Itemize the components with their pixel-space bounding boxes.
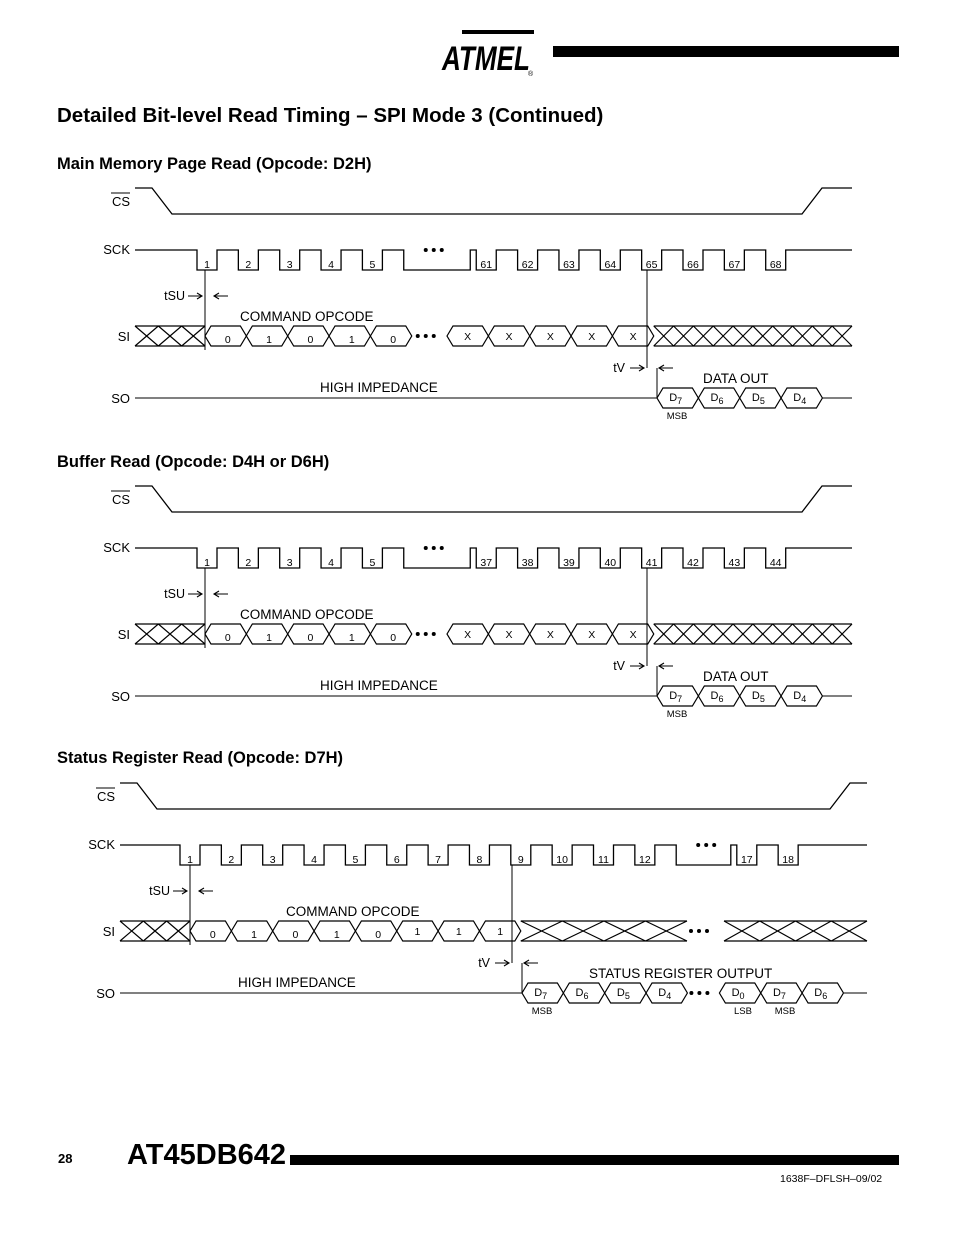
part-number: AT45DB642	[127, 1139, 287, 1171]
si-dont-care-lead	[120, 921, 190, 941]
si-bit-value: 0	[292, 929, 299, 941]
si-bit-value: 1	[333, 929, 340, 941]
clock-number: 9	[517, 854, 524, 866]
tsu-label: tSU	[149, 884, 170, 898]
footer-rule	[290, 1155, 899, 1165]
si-dont-care-tail	[654, 326, 852, 346]
data-out-label: DATA OUT	[703, 669, 769, 684]
si-bit-value: 0	[224, 334, 231, 346]
so-bit-value: $D_4$	[793, 392, 807, 406]
cs-label: CS	[111, 492, 130, 507]
clock-number: 68	[769, 259, 782, 271]
clock-number: 2	[245, 259, 252, 271]
tv-label: tV	[613, 361, 625, 375]
si-ellipsis	[416, 632, 436, 636]
clock-number: 3	[286, 259, 293, 271]
section-title-status-register: Status Register Read (Opcode: D7H)	[57, 749, 344, 767]
cs-label: CS	[96, 789, 115, 804]
clock-number: 18	[782, 854, 794, 866]
timing-diagram-status-register	[0, 780, 954, 1020]
clock-number: 7	[435, 854, 442, 866]
sck-label: SCK	[88, 837, 115, 852]
clock-number: 4	[311, 854, 317, 866]
clock-number: 1	[187, 854, 193, 866]
so-bit-note: MSB	[666, 709, 688, 720]
clock-number: 42	[687, 557, 699, 569]
clock-number: 8	[476, 854, 483, 866]
tv-arrow-right	[495, 960, 509, 966]
clock-number: 37	[480, 557, 493, 569]
clock-number: 2	[245, 557, 252, 569]
clock-number: 3	[286, 557, 293, 569]
so-label: SO	[111, 689, 130, 704]
tv-arrow-left	[659, 663, 673, 669]
so-bit-value: $D_0$	[731, 987, 745, 1001]
sck-ellipsis	[424, 248, 444, 252]
so-label: SO	[111, 391, 130, 406]
si-bit-value: X	[464, 629, 472, 641]
svg-text:ATMEL: ATMEL	[441, 40, 530, 78]
clock-number: 5	[369, 557, 376, 569]
tv-arrow-right	[630, 365, 644, 371]
so-bit-value: $D_4$	[658, 987, 672, 1001]
so-ellipsis	[689, 991, 709, 995]
so-bit-note: MSB	[531, 1006, 553, 1017]
si-ellipsis	[416, 334, 436, 338]
sck-ellipsis	[424, 546, 444, 550]
clock-number: 41	[645, 557, 658, 569]
section-title-main-memory: Main Memory Page Read (Opcode: D2H)	[57, 155, 372, 173]
si-bit-value: X	[629, 331, 637, 343]
si-bit-value: X	[588, 331, 596, 343]
si-bit-value: X	[629, 629, 637, 641]
sck-waveform	[135, 250, 852, 270]
so-bit-value: $D_6$	[814, 987, 828, 1001]
si-bit-value: 0	[209, 929, 216, 941]
clock-number: 1	[204, 557, 210, 569]
tsu-arrow-left	[214, 591, 228, 597]
clock-number: 4	[328, 259, 334, 271]
si-bit-value: 1	[266, 334, 273, 346]
so-bit-value: $D_5$	[616, 987, 630, 1001]
clock-number: 10	[556, 854, 568, 866]
si-bit-value: X	[546, 331, 554, 343]
data-out-label: DATA OUT	[703, 371, 769, 386]
so-bit-value: $D_6$	[710, 690, 724, 704]
tsu-arrow-left	[214, 293, 228, 299]
si-bit-value: X	[505, 629, 513, 641]
page-number: 28	[58, 1151, 73, 1166]
clock-number: 2	[228, 854, 235, 866]
so-label: SO	[96, 986, 115, 1001]
timing-diagram-main-memory	[0, 185, 954, 425]
clock-number: 3	[269, 854, 276, 866]
si-bit-value: 1	[497, 926, 504, 938]
tsu-label: tSU	[164, 289, 185, 303]
si-dont-care-lead	[135, 326, 205, 346]
clock-number: 65	[645, 259, 658, 271]
si-bit-value: 1	[348, 334, 355, 346]
si-bit-value: X	[588, 629, 596, 641]
sck-ellipsis	[696, 843, 716, 847]
si-bit-value: X	[505, 331, 513, 343]
tv-label: tV	[613, 659, 625, 673]
cs-label: CS	[111, 194, 130, 209]
so-bit-value: $D_4$	[793, 690, 807, 704]
clock-number: 66	[687, 259, 699, 271]
sck-waveform	[135, 548, 852, 568]
document-id: 1638F–DFLSH–09/02	[780, 1173, 883, 1185]
tsu-arrow-right	[188, 293, 202, 299]
si-bit-value: 0	[390, 334, 397, 346]
atmel-logo	[440, 28, 535, 78]
si-dont-care-tail	[521, 921, 687, 941]
si-dont-care-tail	[654, 624, 852, 644]
svg-text:®: ®	[528, 71, 534, 78]
clock-number: 38	[521, 557, 534, 569]
so-bit-note: MSB	[774, 1006, 796, 1017]
tv-label: tV	[478, 956, 490, 970]
si-bit-value: 0	[307, 632, 314, 644]
command-opcode-label: COMMAND OPCODE	[286, 904, 420, 919]
so-bit-value: $D_7$	[534, 987, 548, 1001]
clock-number: 61	[480, 259, 493, 271]
high-impedance-label: HIGH IMPEDANCE	[320, 678, 438, 693]
si-label: SI	[117, 627, 130, 642]
so-bit-value: $D_7$	[669, 690, 683, 704]
si-bit-value: 1	[348, 632, 355, 644]
si-bit-value: 1	[251, 929, 258, 941]
si-bit-value: 1	[455, 926, 462, 938]
si-bit-value: 1	[266, 632, 273, 644]
tv-arrow-left	[659, 365, 673, 371]
so-bit-value: $D_7$	[669, 392, 683, 406]
si-bit-value: 0	[224, 632, 231, 644]
high-impedance-label: HIGH IMPEDANCE	[320, 380, 438, 395]
tv-arrow-right	[630, 663, 644, 669]
si-bit-value: 0	[390, 632, 397, 644]
so-bit-note: LSB	[734, 1006, 752, 1017]
page-title: Detailed Bit-level Read Timing – SPI Mode 3 (Continued)	[57, 104, 604, 127]
so-bit-note: MSB	[666, 411, 688, 422]
tsu-label: tSU	[164, 587, 185, 601]
data-out-label: STATUS REGISTER OUTPUT	[589, 966, 773, 981]
clock-number: 39	[563, 557, 575, 569]
si-bit-value: X	[546, 629, 554, 641]
clock-number: 17	[740, 854, 753, 866]
tsu-arrow-left	[199, 888, 213, 894]
section-title-buffer-read: Buffer Read (Opcode: D4H or D6H)	[57, 453, 330, 471]
cs-waveform	[120, 783, 867, 809]
clock-number: 5	[369, 259, 376, 271]
clock-number: 12	[639, 854, 651, 866]
cs-waveform	[135, 188, 852, 214]
si-bit-value: 1	[414, 926, 421, 938]
clock-number: 44	[769, 557, 782, 569]
so-bit-value: $D_7$	[772, 987, 786, 1001]
si-label: SI	[102, 924, 115, 939]
so-bit-value: $D_5$	[751, 392, 765, 406]
so-bit-value: $D_6$	[575, 987, 589, 1001]
clock-number: 11	[598, 854, 609, 866]
sck-label: SCK	[103, 540, 130, 555]
command-opcode-label: COMMAND OPCODE	[240, 309, 374, 324]
timing-diagram-buffer-read	[0, 483, 954, 723]
tsu-arrow-right	[188, 591, 202, 597]
tsu-arrow-right	[173, 888, 187, 894]
so-bit-value: $D_5$	[751, 690, 765, 704]
cs-waveform	[135, 486, 852, 512]
sck-label: SCK	[103, 242, 130, 257]
clock-number: 64	[604, 259, 617, 271]
clock-number: 40	[604, 557, 617, 569]
clock-number: 67	[728, 259, 741, 271]
clock-number: 4	[328, 557, 334, 569]
si-label: SI	[117, 329, 130, 344]
command-opcode-label: COMMAND OPCODE	[240, 607, 374, 622]
si-ellipsis-2	[689, 929, 709, 933]
si-bit-value: 0	[307, 334, 314, 346]
high-impedance-label: HIGH IMPEDANCE	[238, 975, 356, 990]
si-dont-care-lead	[135, 624, 205, 644]
clock-number: 6	[393, 854, 400, 866]
clock-number: 63	[563, 259, 575, 271]
clock-number: 43	[728, 557, 741, 569]
si-dont-care-tail-2	[724, 921, 867, 941]
tv-arrow-left	[524, 960, 538, 966]
clock-number: 1	[204, 259, 210, 271]
si-bit-value: X	[464, 331, 472, 343]
clock-number: 62	[521, 259, 534, 271]
si-bit-value: 0	[375, 929, 382, 941]
so-bit-value: $D_6$	[710, 392, 724, 406]
clock-number: 5	[352, 854, 359, 866]
header-rule	[553, 46, 899, 57]
